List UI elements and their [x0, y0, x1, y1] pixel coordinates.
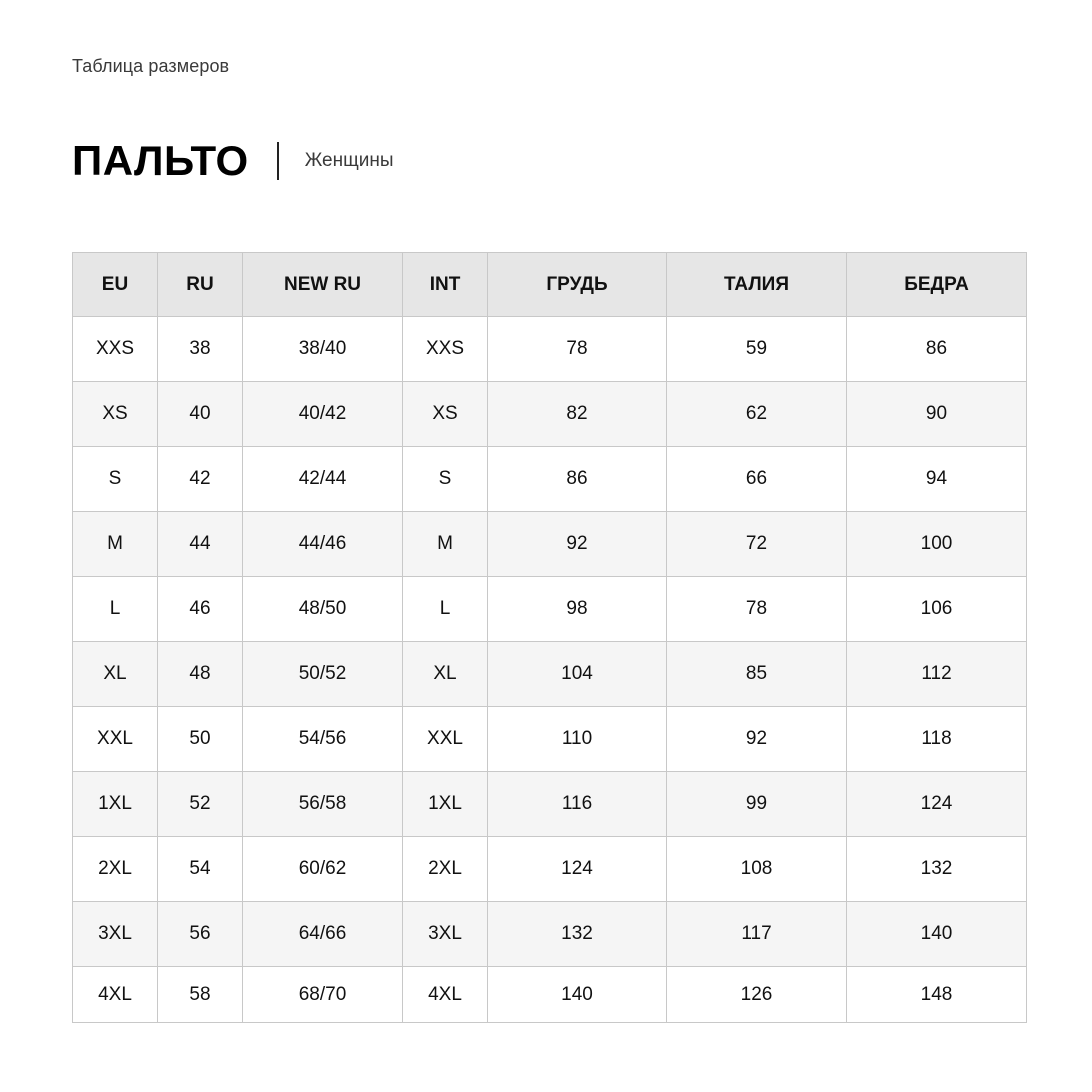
cell-eu: M — [73, 512, 158, 577]
cell-hips: 124 — [847, 772, 1027, 837]
cell-chest: 82 — [488, 382, 667, 447]
cell-eu: S — [73, 447, 158, 512]
table-row — [73, 447, 1027, 512]
table-row — [73, 707, 1027, 772]
cell-waist: 108 — [667, 837, 847, 902]
table-row — [73, 772, 1027, 837]
cell-new-ru: 50/52 — [243, 642, 403, 707]
cell-new-ru: 40/42 — [243, 382, 403, 447]
cell-eu: XL — [73, 642, 158, 707]
cell-hips: 112 — [847, 642, 1027, 707]
cell-ru: 58 — [158, 967, 243, 1023]
cell-new-ru: 56/58 — [243, 772, 403, 837]
cell-int: 3XL — [403, 902, 488, 967]
cell-new-ru: 42/44 — [243, 447, 403, 512]
table-row — [73, 837, 1027, 902]
cell-hips: 94 — [847, 447, 1027, 512]
cell-eu: 1XL — [73, 772, 158, 837]
cell-chest: 116 — [488, 772, 667, 837]
header-eu: EU — [73, 253, 158, 317]
cell-chest: 98 — [488, 577, 667, 642]
cell-int: XXL — [403, 707, 488, 772]
cell-ru: 42 — [158, 447, 243, 512]
cell-eu: XS — [73, 382, 158, 447]
cell-new-ru: 38/40 — [243, 317, 403, 382]
size-table-header — [73, 253, 1027, 317]
cell-chest: 92 — [488, 512, 667, 577]
cell-hips: 106 — [847, 577, 1027, 642]
cell-waist: 72 — [667, 512, 847, 577]
cell-hips: 100 — [847, 512, 1027, 577]
cell-new-ru: 64/66 — [243, 902, 403, 967]
table-row — [73, 577, 1027, 642]
cell-eu: 4XL — [73, 967, 158, 1023]
header-new-ru: NEW RU — [243, 253, 403, 317]
page-title: ПАЛЬТО — [72, 137, 249, 184]
cell-eu: L — [73, 577, 158, 642]
table-row — [73, 512, 1027, 577]
cell-new-ru: 54/56 — [243, 707, 403, 772]
cell-hips: 132 — [847, 837, 1027, 902]
header-ru: RU — [158, 253, 243, 317]
cell-waist: 66 — [667, 447, 847, 512]
cell-waist: 59 — [667, 317, 847, 382]
cell-waist: 62 — [667, 382, 847, 447]
cell-ru: 40 — [158, 382, 243, 447]
header-chest: ГРУДЬ — [488, 253, 667, 317]
cell-hips: 86 — [847, 317, 1027, 382]
cell-int: XL — [403, 642, 488, 707]
cell-chest: 110 — [488, 707, 667, 772]
cell-int: 2XL — [403, 837, 488, 902]
table-row — [73, 967, 1027, 1023]
cell-ru: 56 — [158, 902, 243, 967]
cell-ru: 46 — [158, 577, 243, 642]
cell-hips: 140 — [847, 902, 1027, 967]
cell-int: M — [403, 512, 488, 577]
cell-chest: 124 — [488, 837, 667, 902]
cell-hips: 90 — [847, 382, 1027, 447]
table-row — [73, 642, 1027, 707]
page-heading — [72, 136, 394, 186]
cell-new-ru: 44/46 — [243, 512, 403, 577]
heading-divider — [277, 142, 279, 180]
cell-eu: XXL — [73, 707, 158, 772]
cell-chest: 104 — [488, 642, 667, 707]
cell-int: L — [403, 577, 488, 642]
cell-chest: 86 — [488, 447, 667, 512]
cell-int: S — [403, 447, 488, 512]
cell-eu: 3XL — [73, 902, 158, 967]
cell-hips: 118 — [847, 707, 1027, 772]
cell-waist: 92 — [667, 707, 847, 772]
cell-ru: 54 — [158, 837, 243, 902]
cell-new-ru: 60/62 — [243, 837, 403, 902]
cell-eu: XXS — [73, 317, 158, 382]
size-table-body — [73, 317, 1027, 1023]
cell-waist: 78 — [667, 577, 847, 642]
cell-chest: 132 — [488, 902, 667, 967]
cell-int: XXS — [403, 317, 488, 382]
cell-hips: 148 — [847, 967, 1027, 1023]
cell-int: XS — [403, 382, 488, 447]
cell-chest: 140 — [488, 967, 667, 1023]
cell-int: 1XL — [403, 772, 488, 837]
cell-waist: 85 — [667, 642, 847, 707]
cell-waist: 99 — [667, 772, 847, 837]
table-row — [73, 382, 1027, 447]
cell-ru: 50 — [158, 707, 243, 772]
header-row — [73, 253, 1027, 317]
cell-ru: 38 — [158, 317, 243, 382]
header-hips: БЕДРА — [847, 253, 1027, 317]
page-subtitle: Таблица размеров — [72, 56, 230, 76]
cell-waist: 126 — [667, 967, 847, 1023]
cell-int: 4XL — [403, 967, 488, 1023]
size-table — [72, 252, 1027, 1023]
cell-new-ru: 68/70 — [243, 967, 403, 1023]
cell-eu: 2XL — [73, 837, 158, 902]
cell-waist: 117 — [667, 902, 847, 967]
table-row — [73, 317, 1027, 382]
cell-ru: 44 — [158, 512, 243, 577]
cell-chest: 78 — [488, 317, 667, 382]
header-waist: ТАЛИЯ — [667, 253, 847, 317]
cell-new-ru: 48/50 — [243, 577, 403, 642]
category-label: Женщины — [304, 150, 394, 171]
cell-ru: 52 — [158, 772, 243, 837]
cell-ru: 48 — [158, 642, 243, 707]
table-row — [73, 902, 1027, 967]
header-int: INT — [403, 253, 488, 317]
